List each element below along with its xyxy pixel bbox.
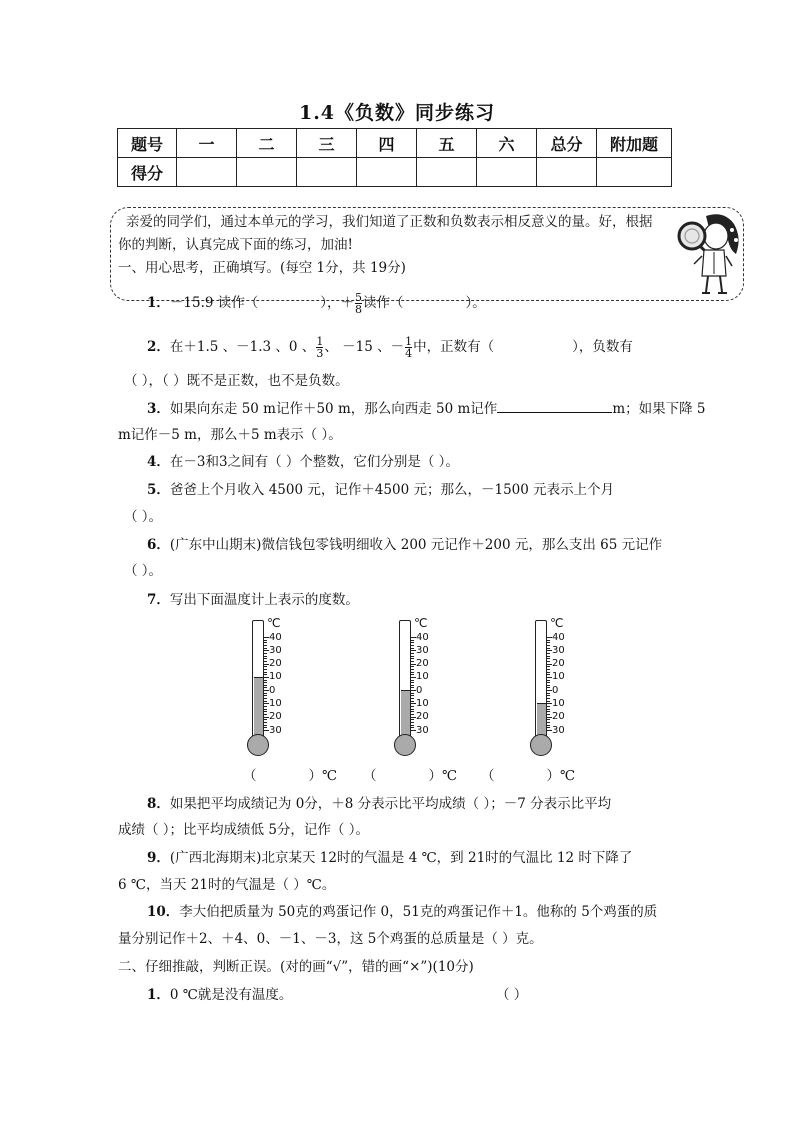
question-6-line-2: （ ）。	[124, 563, 163, 579]
thermometer-tick	[547, 706, 550, 707]
section-2-heading: 二、仔细推敲，判断正误。(对的画“√”，错的画“×”)(10分)	[118, 959, 474, 975]
thermometer-tick	[547, 719, 550, 720]
thermometer-tick	[547, 695, 550, 696]
thermometer-tick	[411, 695, 414, 696]
score-cell: 三	[297, 129, 357, 158]
thermometer-tick	[264, 661, 267, 662]
thermometer-answer-3: （ ）℃	[481, 768, 576, 784]
score-cell: 五	[417, 129, 477, 158]
thermometer-tick	[264, 648, 267, 649]
thermometer-unit: ℃	[267, 616, 281, 630]
thermometer-tick	[547, 653, 550, 654]
score-table-score-row	[118, 158, 672, 187]
thermometer-tick	[264, 653, 267, 654]
thermometer-tick	[264, 687, 267, 688]
thermometer-tick	[547, 725, 550, 726]
thermometer-tick	[547, 656, 550, 657]
question-6: 6．(广东中山期末)微信钱包零钱明细收入 200 元记作＋200 元，那么支出 65 元记作	[147, 537, 663, 553]
thermometer-tick	[547, 687, 550, 688]
question-number: 1．	[147, 987, 170, 1003]
thermometer-tick	[411, 658, 414, 659]
thermometer-tick	[547, 674, 550, 675]
thermometer-tick	[264, 722, 267, 723]
score-cell: 一	[177, 129, 237, 158]
judgement-1-answer-bracket[interactable]: （ ）	[496, 987, 528, 1003]
thermometer-tick	[547, 666, 550, 667]
question-9: 9．(广西北海期末)北京某天 12时的气温是 4 ℃，到 21时的气温比 12 时下降了	[147, 850, 633, 866]
score-cell: 四	[357, 129, 417, 158]
thermometer-tick	[264, 693, 267, 694]
thermometer-tick	[547, 711, 550, 712]
thermometer-tick	[411, 669, 414, 670]
score-label: 得分	[118, 158, 177, 187]
score-input-cell[interactable]	[177, 158, 237, 187]
thermometer-tick	[264, 682, 267, 683]
page-title: 1.4《负数》同步练习	[298, 102, 496, 124]
question-8-line-2: 成绩（ ）；比平均成绩低 5分，记作（ ）。	[118, 822, 369, 838]
thermometer-tick	[264, 656, 267, 657]
section-1-heading: 一、用心思考，正确填写。(每空 1分，共 19分)	[118, 260, 406, 276]
question-4: 4．在－3和3之间有（ ）个整数，它们分别是（ ）。	[147, 454, 459, 470]
thermometer-tick	[411, 648, 414, 649]
thermometer-tick	[547, 672, 550, 673]
thermometer-tick	[264, 695, 267, 696]
thermometer-tick	[264, 725, 267, 726]
thermometer-tick	[411, 672, 414, 673]
question-5-line-2: （ ）。	[124, 509, 163, 525]
intro-line-1: 亲爱的同学们，通过本单元的学习，我们知道了正数和负数表示相反意义的量。好，根据	[126, 214, 653, 230]
score-input-cell[interactable]	[417, 158, 477, 187]
question-2-line-2: （ ），（ ）既不是正数，也不是负数。	[124, 373, 349, 389]
thermometer-tick	[411, 725, 414, 726]
thermometer-answer-2: （ ）℃	[363, 768, 458, 784]
thermometer-tick	[264, 640, 267, 641]
thermometer-tick	[264, 698, 267, 699]
thermometer-tick	[411, 656, 414, 657]
thermometer-tick-label: 10	[416, 697, 429, 709]
thermometer-answer-1: （ ）℃	[243, 768, 338, 784]
thermometer-tick	[411, 685, 414, 686]
thermometer-tick	[411, 674, 414, 675]
thermometer-tick	[264, 727, 267, 728]
question-2: 2．在＋1.5 、－1.3 、0 、 $\frac{1}{3}$ 、 －15 、－ $\frac{1}{4}$ 中，正数有（ ），负数有	[147, 335, 633, 360]
thermometer-bulb	[394, 734, 416, 756]
thermometer-tick	[411, 693, 414, 694]
thermometer-tick-label: 10	[269, 671, 282, 683]
question-number: 4．	[147, 454, 170, 470]
thermometer-tick-label: 10	[552, 697, 565, 709]
question-3-line-2: m记作－5 m，那么＋5 m表示（ ）。	[118, 427, 342, 443]
thermometer-tick	[547, 658, 550, 659]
thermometer-tick	[411, 645, 414, 646]
thermometer-tick	[411, 698, 414, 699]
thermometer-tick	[547, 661, 550, 662]
thermometer-tick	[547, 727, 550, 728]
question-10-line-2: 量分别记作＋2、＋4、0、－1、－3，这 5个鸡蛋的总质量是（ ）克。	[118, 931, 543, 947]
thermometer-tick-label: 40	[269, 631, 282, 643]
thermometer-tick-label: 20	[416, 658, 429, 670]
score-cell: 题号	[118, 129, 177, 158]
score-table-header-row	[118, 129, 672, 158]
thermometer-tick-label: 40	[552, 631, 565, 643]
thermometer-tick	[264, 709, 267, 710]
fraction: $\frac{1}{3}$	[316, 335, 324, 360]
thermometer-bulb	[530, 734, 552, 756]
thermometer-unit: ℃	[414, 616, 428, 630]
thermometer-tick	[411, 653, 414, 654]
intro-line-2: 你的判断，认真完成下面的练习，加油!	[118, 237, 353, 253]
thermometer-tick	[547, 693, 550, 694]
thermometer-tick-label: 10	[552, 671, 565, 683]
question-3: 3．如果向东走 50 m记作＋50 m，那么向西走 50 m记作 m；如果下降 5	[147, 401, 706, 417]
thermometer-tick	[411, 701, 414, 702]
thermometer-tick	[264, 685, 267, 686]
thermometer-tick	[411, 706, 414, 707]
thermometer-tick	[411, 722, 414, 723]
thermometer-tick	[547, 682, 550, 683]
thermometer-tick	[264, 719, 267, 720]
thermometer-tick	[411, 727, 414, 728]
question-number: 8．	[147, 796, 170, 812]
thermometer-tick	[411, 719, 414, 720]
thermometer-tick	[547, 642, 550, 643]
thermometer-tick-label: 10	[416, 671, 429, 683]
thermometer-tick-label: 40	[416, 631, 429, 643]
thermometer-tick	[264, 701, 267, 702]
thermometer-tick-label: 30	[269, 724, 282, 736]
question-number: 2．	[147, 339, 170, 355]
question-9-line-2: 6 ℃，当天 21时的气温是（ ）℃。	[118, 877, 336, 893]
thermometer-tick	[411, 680, 414, 681]
score-input-cell[interactable]	[537, 158, 597, 187]
score-table	[117, 128, 672, 187]
score-input-cell[interactable]	[237, 158, 297, 187]
thermometer-tick	[264, 714, 267, 715]
question-8: 8．如果把平均成绩记为 0分，＋8 分表示比平均成绩（ ）；－7 分表示比平均	[147, 796, 612, 812]
score-input-cell[interactable]	[297, 158, 357, 187]
detective-mascot-icon	[672, 210, 746, 298]
thermometer-tick-label: 0	[416, 684, 423, 696]
score-input-cell[interactable]	[597, 158, 672, 187]
question-10: 10．李大伯把质量为 50克的鸡蛋记作 0，51克的鸡蛋记作＋1。他称的 5个鸡蛋的质	[147, 904, 658, 920]
thermometer-bulb	[247, 734, 269, 756]
thermometer-tick-label: 0	[269, 684, 276, 696]
thermometer-tick-label: 20	[552, 658, 565, 670]
judgement-1: 1．0 ℃就是没有温度。	[147, 987, 293, 1003]
score-cell: 六	[477, 129, 537, 158]
thermometer-tick-label: 20	[552, 711, 565, 723]
thermometer-tick	[411, 642, 414, 643]
thermometer-mercury	[401, 690, 410, 739]
fraction: $\frac{5}{8}$	[355, 291, 363, 316]
thermometer-tick	[264, 706, 267, 707]
thermometer-tick-label: 20	[416, 711, 429, 723]
thermometer-tick	[411, 682, 414, 683]
thermometer-tick-label: 20	[269, 711, 282, 723]
score-input-cell[interactable]	[357, 158, 417, 187]
question-number: 10．	[147, 904, 180, 920]
thermometer-tick-label: 30	[552, 644, 565, 656]
thermometer-tick	[547, 680, 550, 681]
thermometer-tick	[547, 714, 550, 715]
thermometer-tick	[264, 672, 267, 673]
fraction: $\frac{1}{4}$	[405, 335, 413, 360]
thermometer-tick	[547, 701, 550, 702]
thermometer-tick-label: 10	[269, 697, 282, 709]
thermometer-tick-label: 30	[416, 644, 429, 656]
thermometer-tick	[411, 687, 414, 688]
thermometer-tick	[264, 658, 267, 659]
question-number: 1．	[147, 295, 170, 311]
thermometer-tick	[264, 711, 267, 712]
question-number: 7．	[147, 592, 170, 608]
thermometer-tick	[547, 640, 550, 641]
answer-underline[interactable]	[497, 400, 612, 413]
thermometer-tick	[547, 722, 550, 723]
thermometer-tick	[411, 661, 414, 662]
thermometer-tick	[264, 666, 267, 667]
thermometer-unit: ℃	[550, 616, 564, 630]
thermometer-tick	[264, 680, 267, 681]
question-number: 3．	[147, 401, 170, 417]
thermometer-tick	[264, 642, 267, 643]
score-cell: 二	[237, 129, 297, 158]
thermometer-tick	[547, 669, 550, 670]
thermometer-tick	[547, 648, 550, 649]
thermometer-tick	[264, 669, 267, 670]
question-5: 5．爸爸上个月收入 4500 元，记作＋4500 元；那么，－1500 元表示上个月	[147, 482, 615, 498]
score-input-cell[interactable]	[477, 158, 537, 187]
thermometer-tick-label: 0	[552, 684, 559, 696]
question-number: 6．	[147, 537, 170, 553]
thermometer-tick-label: 20	[269, 658, 282, 670]
thermometer-tick	[547, 698, 550, 699]
thermometer-tick	[547, 645, 550, 646]
thermometer-tick	[547, 685, 550, 686]
thermometer-tick-label: 30	[269, 644, 282, 656]
thermometer-mercury	[254, 677, 263, 739]
thermometer-tick-label: 30	[552, 724, 565, 736]
thermometer-tick	[411, 711, 414, 712]
question-7: 7．写出下面温度计上表示的度数。	[147, 592, 359, 608]
thermometer-tick	[411, 640, 414, 641]
question-number: 9．	[147, 850, 170, 866]
question-number: 5．	[147, 482, 170, 498]
thermometer-tick	[264, 674, 267, 675]
thermometer-tick	[411, 709, 414, 710]
thermometer-tick	[411, 666, 414, 667]
thermometer-tick	[547, 709, 550, 710]
question-1: 1．－15.9 读作（ ），＋ $\frac{5}{8}$ 读作（ ）。	[147, 291, 486, 316]
thermometer-tick	[411, 714, 414, 715]
score-cell: 总分	[537, 129, 597, 158]
thermometer-tick	[264, 645, 267, 646]
score-cell: 附加题	[597, 129, 672, 158]
thermometer-tick-label: 30	[416, 724, 429, 736]
